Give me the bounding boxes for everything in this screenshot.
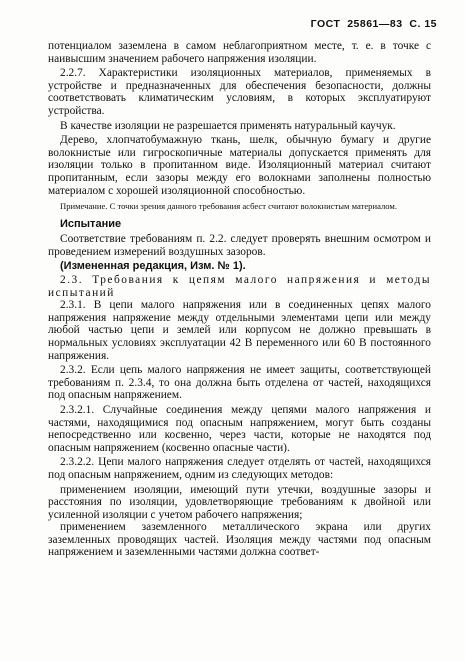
amendment-note: (Измененная редакция, Изм. № 1). [60,260,246,273]
paragraph: Соответствие требованиям п. 2.2. следует проверять внешним осмотром и проведением измерений воздушных зазоров. [48,233,431,258]
document-body [48,40,431,559]
section-heading: Испытание [60,217,122,230]
page-header: ГОСТ 25861—83 С. 15 [310,18,437,30]
note-paragraph: Примечание. С точки зрения данного требования асбест считают волокнистым материалом. [60,201,397,212]
paragraph: Дерево, хлопчатобумажную ткань, шелк, обычную бумагу и другие волокнистые или гигроскопичные материалы допускается применять для изоляции только в пропитанном виде. Изоляционный материал считают пропитанным, если зазоры между его волокнами заполнены полностью материалом с хорошей изоляционной способностью. [48,134,431,197]
paragraph: 2.2.7. Характеристики изоляционных материалов, применяемых в устройстве и предназначенных для обеспечения безопасности, должны соответствовать климатическим условиям, в которых эксплуатируют устройства. [48,67,431,117]
paragraph: В качестве изоляции не разрешается применять натуральный каучук. [60,119,396,132]
paragraph: 2.3.1. В цепи малого напряжения или в соединенных цепях малого напряжения напряжение между отдельными элементами цепи или между любой частью цепи и землей или корпусом не должно превышать в нормальных условиях эксплуатации 42 В переменного или 60 В постоянного напряжения. [48,299,431,362]
paragraph: 2.3.2.2. Цепи малого напряжения следует отделять от частей, находящихся под опасным напряжением, одним из следующих методов: [48,456,431,481]
paragraph: потенциалом заземлена в самом неблагоприятном месте, т. е. в точке с наивысшим значением рабочего напряжения изоляции. [48,40,431,65]
list-paragraph: применением заземленного металлического экрана или других заземленных проводящих частей. Изоляция между частями под опасным напряжением и заземленными частями должна соответ- [48,521,431,559]
list-paragraph: применением изоляции, имеющий пути утечки, воздушные зазоры и расстояния по изоляции, удовлетворяющие требованиям к двойной или усиленной изоляции с учетом рабочего напряжения; [48,483,431,521]
paragraph: 2.3.2. Если цепь малого напряжения не имеет защиты, соответствующей требованиям п. 2.3.4, то она должна быть отделена от частей, находящихся под опасным напряжением. [48,364,431,402]
section-title: 2.3. Требования к цепям малого напряжения и методы испытаний [48,274,431,299]
paragraph: 2.3.2.1. Случайные соединения между цепями малого напряжения и частями, находящимися под опасным напряжением, могут быть созданы непосредственно или косвенно, через части, которые не находятся под опасным напряжением (косвенно опасные части). [48,403,431,454]
